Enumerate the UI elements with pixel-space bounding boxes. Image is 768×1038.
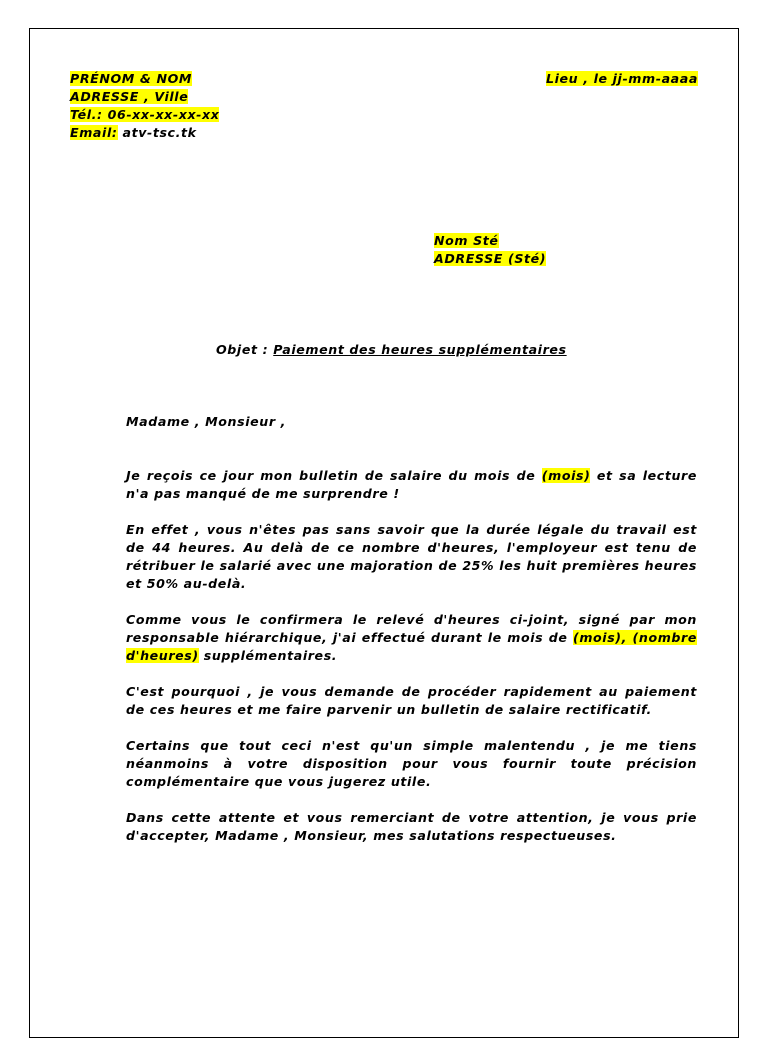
subject-text: Paiement des heures supplémentaires bbox=[273, 342, 567, 357]
sender-address: ADRESSE , Ville bbox=[70, 89, 189, 104]
recipient-company: Nom Sté bbox=[434, 233, 499, 248]
paragraph-1-text-b: et sa lecture n'a pas manqué de me surprendre ! bbox=[126, 468, 697, 501]
sender-name: PRÉNOM & NOM bbox=[70, 71, 193, 86]
month-placeholder: (mois) bbox=[541, 468, 591, 483]
sender-email-label: Email: bbox=[70, 125, 118, 140]
paragraph-5: Certains que tout ceci n'est qu'un simple malentendu , je me tiens néanmoins à votre disposition pour vous fournir toute précision complémentaire que vous jugerez utile. bbox=[126, 738, 697, 789]
place-date-text: Lieu , le jj-mm-aaaa bbox=[546, 71, 698, 86]
paragraph-3-text-b: supplémentaires. bbox=[198, 648, 338, 663]
recipient-address: ADRESSE (Sté) bbox=[434, 251, 547, 266]
paragraph-4: C'est pourquoi , je vous demande de procéder rapidement au paiement de ces heures et me faire parvenir un bulletin de salaire rectificatif. bbox=[126, 684, 697, 717]
greeting: Madame , Monsieur , bbox=[126, 414, 287, 429]
month-placeholder-2: (mois) bbox=[572, 630, 622, 645]
sender-phone: Tél.: 06-xx-xx-xx-xx bbox=[70, 107, 220, 122]
paragraph-1 bbox=[126, 467, 697, 503]
recipient-block bbox=[434, 232, 546, 268]
separator: , bbox=[621, 630, 633, 645]
paragraph-3-text-a: Comme vous le confirmera le relevé d'heures ci-joint, signé par mon responsable hiérarchique, j'ai effectué durant le mois de bbox=[126, 612, 697, 645]
paragraph-3 bbox=[126, 611, 697, 665]
paragraph-6: Dans cette attente et vous remerciant de votre attention, je vous prie d'accepter, Madame , Monsieur, mes salutations respectueuses. bbox=[126, 810, 697, 843]
hours-placeholder: (nombre d'heures) bbox=[126, 630, 697, 663]
paragraph-1-text-a: Je reçois ce jour mon bulletin de salaire du mois de bbox=[126, 468, 542, 483]
sender-block bbox=[70, 70, 219, 142]
subject-line bbox=[216, 341, 567, 359]
letter-body bbox=[126, 413, 697, 863]
place-date bbox=[546, 70, 698, 88]
subject-label: Objet : bbox=[216, 342, 274, 357]
paragraph-2: En effet , vous n'êtes pas sans savoir que la durée légale du travail est de 44 heures. Au delà de ce nombre d'heures, l'employeur est tenu de rétribuer le salarié avec une majoration de 25% les huit premières heures et 50% au-delà. bbox=[126, 522, 697, 591]
sender-email-value: atv-tsc.tk bbox=[117, 125, 197, 140]
